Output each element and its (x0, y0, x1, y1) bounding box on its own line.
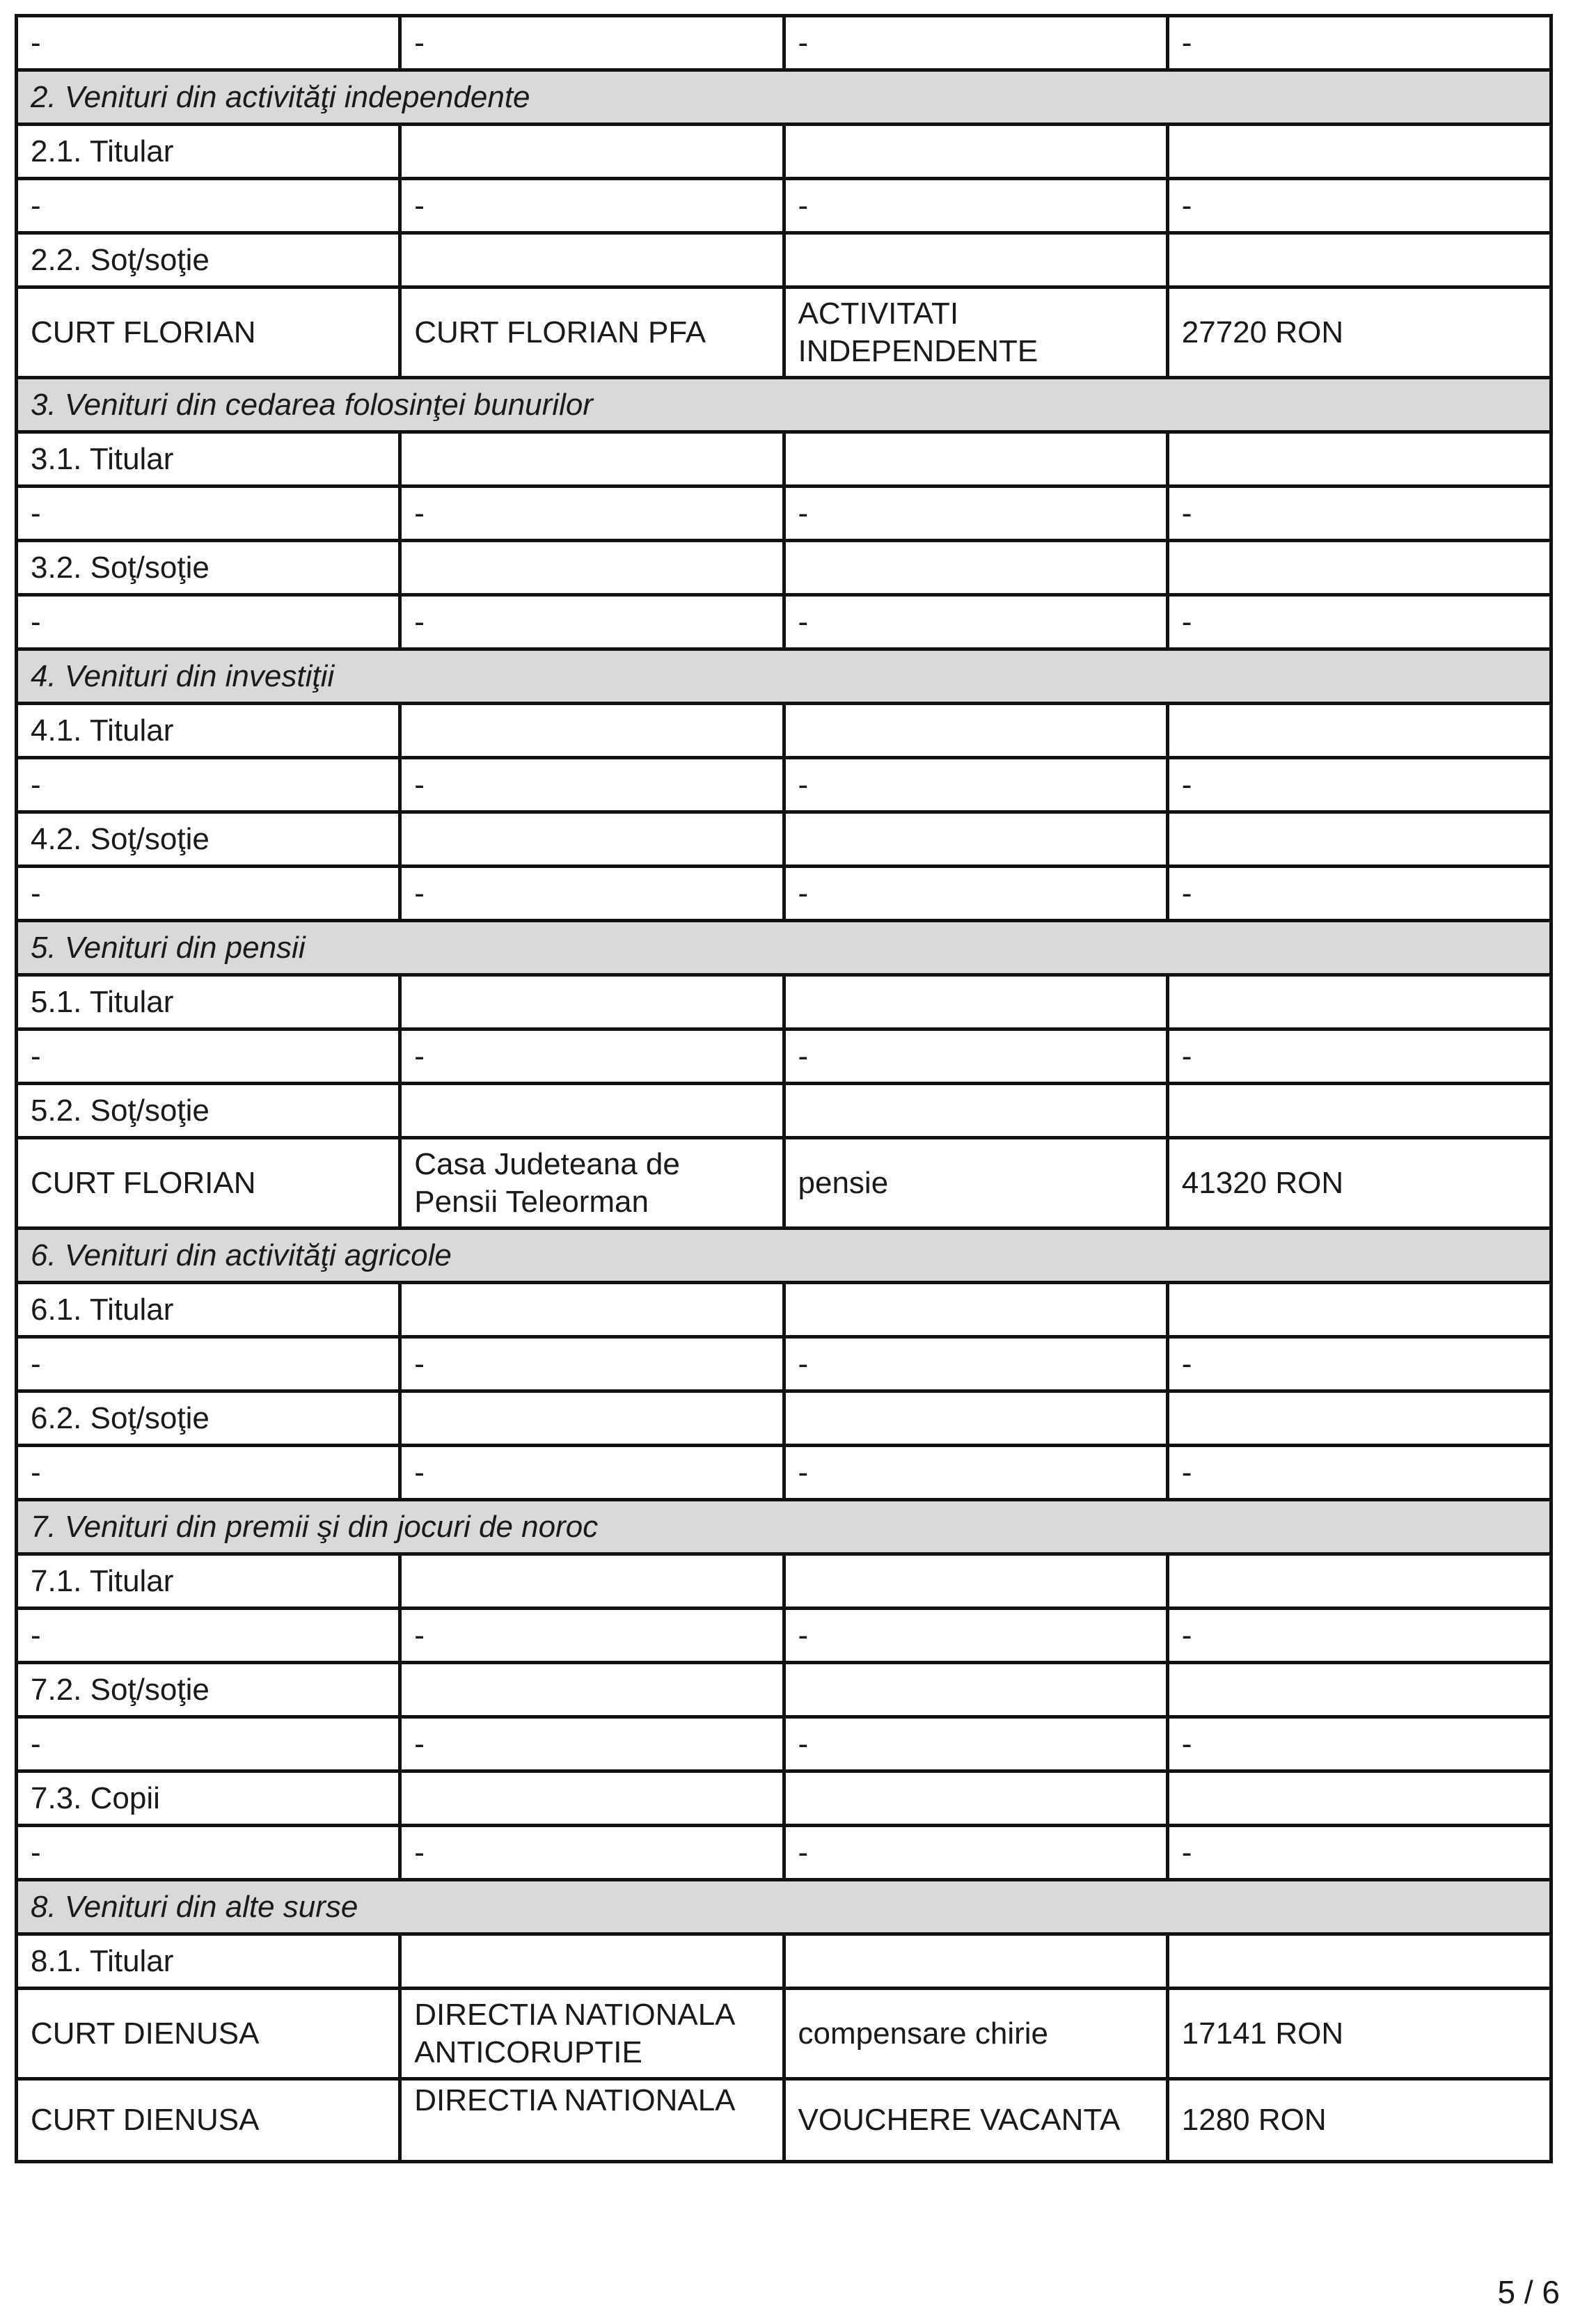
table-cell (400, 541, 784, 595)
table-cell (1167, 1554, 1551, 1609)
table-cell (400, 1283, 784, 1337)
section-title: 6. Venituri din activităţi agricole (17, 1229, 1551, 1283)
table-cell: ACTIVITATI INDEPENDENTE (784, 287, 1167, 378)
section-header-row (17, 649, 1551, 704)
section-header-row (17, 1229, 1551, 1283)
table-cell: - (400, 487, 784, 541)
table-cell: - (400, 1029, 784, 1084)
table-row (17, 1826, 1551, 1880)
table-cell: - (400, 1717, 784, 1771)
table-cell: - (400, 1337, 784, 1391)
table-cell: CURT FLORIAN (17, 1138, 400, 1229)
table-cell: - (17, 1337, 400, 1391)
table-cell: - (400, 1446, 784, 1500)
table-cell: 6.2. Soţ/soţie (17, 1391, 400, 1446)
section-title: 2. Venituri din activităţi independente (17, 70, 1551, 125)
table-row (17, 1283, 1551, 1337)
table-cell (1167, 541, 1551, 595)
table-cell: - (784, 179, 1167, 233)
table-cell (784, 1771, 1167, 1826)
table-cell (784, 1084, 1167, 1138)
table-cell: 2.2. Soţ/soţie (17, 233, 400, 287)
table-cell (1167, 1391, 1551, 1446)
table-cell: - (784, 1029, 1167, 1084)
table-cell (1167, 1663, 1551, 1717)
table-cell: 7.2. Soţ/soţie (17, 1663, 400, 1717)
table-cell: - (1167, 867, 1551, 921)
table-row (17, 867, 1551, 921)
table-row (17, 1554, 1551, 1609)
table-cell (400, 1391, 784, 1446)
section-title: 8. Venituri din alte surse (17, 1880, 1551, 1934)
table-cell: 1280 RON (1167, 2079, 1551, 2162)
table-cell: - (784, 1337, 1167, 1391)
table-cell: 7.1. Titular (17, 1554, 400, 1609)
table-cell: 6.1. Titular (17, 1283, 400, 1337)
table-row (17, 704, 1551, 758)
page-number: 5 / 6 (1497, 2274, 1560, 2310)
table-cell: CURT FLORIAN PFA (400, 287, 784, 378)
table-row (17, 758, 1551, 812)
section-header-row (17, 70, 1551, 125)
income-table-body (17, 16, 1551, 2162)
table-cell: - (784, 16, 1167, 70)
table-row (17, 595, 1551, 649)
table-cell: 41320 RON (1167, 1138, 1551, 1229)
section-title: 7. Venituri din premii şi din jocuri de noroc (17, 1500, 1551, 1554)
table-cell (784, 1934, 1167, 1989)
table-cell: - (17, 179, 400, 233)
table-cell: - (17, 1717, 400, 1771)
table-row (17, 1446, 1551, 1500)
table-cell (400, 975, 784, 1029)
table-cell (400, 432, 784, 487)
section-title: 5. Venituri din pensii (17, 921, 1551, 975)
table-row (17, 1771, 1551, 1826)
table-cell: - (784, 1826, 1167, 1880)
table-cell: - (1167, 1717, 1551, 1771)
table-cell: - (400, 1609, 784, 1663)
table-cell (1167, 1771, 1551, 1826)
table-cell: - (400, 595, 784, 649)
table-row (17, 1391, 1551, 1446)
table-cell (784, 1663, 1167, 1717)
table-row (17, 432, 1551, 487)
table-cell (784, 812, 1167, 867)
table-cell (1167, 704, 1551, 758)
table-row (17, 487, 1551, 541)
table-cell (784, 541, 1167, 595)
table-cell: - (17, 1029, 400, 1084)
table-cell: 3.2. Soţ/soţie (17, 541, 400, 595)
table-cell: - (1167, 487, 1551, 541)
table-cell: 3.1. Titular (17, 432, 400, 487)
table-cell: - (1167, 179, 1551, 233)
table-cell: - (1167, 595, 1551, 649)
table-cell: - (17, 487, 400, 541)
table-cell (400, 233, 784, 287)
table-cell: - (784, 487, 1167, 541)
table-cell (1167, 432, 1551, 487)
table-cell: - (400, 1826, 784, 1880)
section-header-row (17, 378, 1551, 432)
table-cell: pensie (784, 1138, 1167, 1229)
table-cell: 5.2. Soţ/soţie (17, 1084, 400, 1138)
table-cell: - (784, 867, 1167, 921)
table-cell: 7.3. Copii (17, 1771, 400, 1826)
table-cell (400, 1663, 784, 1717)
table-row (17, 287, 1551, 378)
table-cell: - (1167, 1337, 1551, 1391)
table-cell: - (400, 758, 784, 812)
section-header-row (17, 1500, 1551, 1554)
table-cell: - (17, 1826, 400, 1880)
table-cell (1167, 812, 1551, 867)
table-cell (1167, 125, 1551, 179)
table-row (17, 1084, 1551, 1138)
table-cell: - (1167, 758, 1551, 812)
table-cell: compensare chirie (784, 1989, 1167, 2079)
table-cell: 27720 RON (1167, 287, 1551, 378)
table-cell: - (784, 595, 1167, 649)
table-row (17, 1717, 1551, 1771)
table-cell (400, 1084, 784, 1138)
table-cell (784, 233, 1167, 287)
table-cell: - (1167, 1609, 1551, 1663)
table-cell: 5.1. Titular (17, 975, 400, 1029)
table-row (17, 233, 1551, 287)
table-cell: - (17, 16, 400, 70)
table-cell: - (1167, 1029, 1551, 1084)
table-cell: - (1167, 16, 1551, 70)
table-row (17, 16, 1551, 70)
table-cell: 4.1. Titular (17, 704, 400, 758)
table-cell (1167, 1283, 1551, 1337)
table-cell: DIRECTIA NATIONALA (400, 2079, 784, 2162)
table-row (17, 1029, 1551, 1084)
table-cell: 4.2. Soţ/soţie (17, 812, 400, 867)
table-cell: 17141 RON (1167, 1989, 1551, 2079)
table-cell: Casa Judeteana de Pensii Teleorman (400, 1138, 784, 1229)
table-row (17, 1989, 1551, 2079)
table-cell: - (400, 16, 784, 70)
table-cell: - (1167, 1826, 1551, 1880)
table-row (17, 1609, 1551, 1663)
table-cell (784, 1391, 1167, 1446)
table-cell (400, 1934, 784, 1989)
table-cell (400, 1771, 784, 1826)
table-row (17, 1663, 1551, 1717)
table-row (17, 179, 1551, 233)
table-cell (1167, 233, 1551, 287)
table-row (17, 1337, 1551, 1391)
table-cell: 8.1. Titular (17, 1934, 400, 1989)
table-cell (784, 1554, 1167, 1609)
table-cell: - (784, 1609, 1167, 1663)
table-cell: DIRECTIA NATIONALA ANTICORUPTIE (400, 1989, 784, 2079)
table-cell (1167, 1084, 1551, 1138)
table-cell: - (1167, 1446, 1551, 1500)
table-cell (400, 812, 784, 867)
table-cell: - (400, 179, 784, 233)
table-row (17, 975, 1551, 1029)
table-cell (1167, 975, 1551, 1029)
table-cell (784, 975, 1167, 1029)
table-cell (784, 704, 1167, 758)
section-header-row (17, 1880, 1551, 1934)
table-cell: - (17, 758, 400, 812)
table-cell: - (17, 1446, 400, 1500)
table-cell (784, 432, 1167, 487)
table-cell: - (17, 595, 400, 649)
section-title: 3. Venituri din cedarea folosinţei bunurilor (17, 378, 1551, 432)
table-cell (400, 1554, 784, 1609)
table-row (17, 2079, 1551, 2162)
table-cell: - (17, 1609, 400, 1663)
table-cell: CURT DIENUSA (17, 2079, 400, 2162)
table-cell: CURT FLORIAN (17, 287, 400, 378)
table-cell: - (784, 1446, 1167, 1500)
table-cell (1167, 1934, 1551, 1989)
table-row (17, 812, 1551, 867)
table-cell (784, 125, 1167, 179)
table-cell (784, 1283, 1167, 1337)
table-cell: - (784, 758, 1167, 812)
table-cell: - (784, 1717, 1167, 1771)
table-cell: 2.1. Titular (17, 125, 400, 179)
table-cell (400, 704, 784, 758)
table-row (17, 541, 1551, 595)
table-row (17, 125, 1551, 179)
table-row (17, 1934, 1551, 1989)
income-table (15, 14, 1553, 2163)
table-cell: VOUCHERE VACANTA (784, 2079, 1167, 2162)
table-cell: CURT DIENUSA (17, 1989, 400, 2079)
section-header-row (17, 921, 1551, 975)
table-cell (400, 125, 784, 179)
section-title: 4. Venituri din investiţii (17, 649, 1551, 704)
table-cell: - (400, 867, 784, 921)
table-row (17, 1138, 1551, 1229)
table-cell: - (17, 867, 400, 921)
